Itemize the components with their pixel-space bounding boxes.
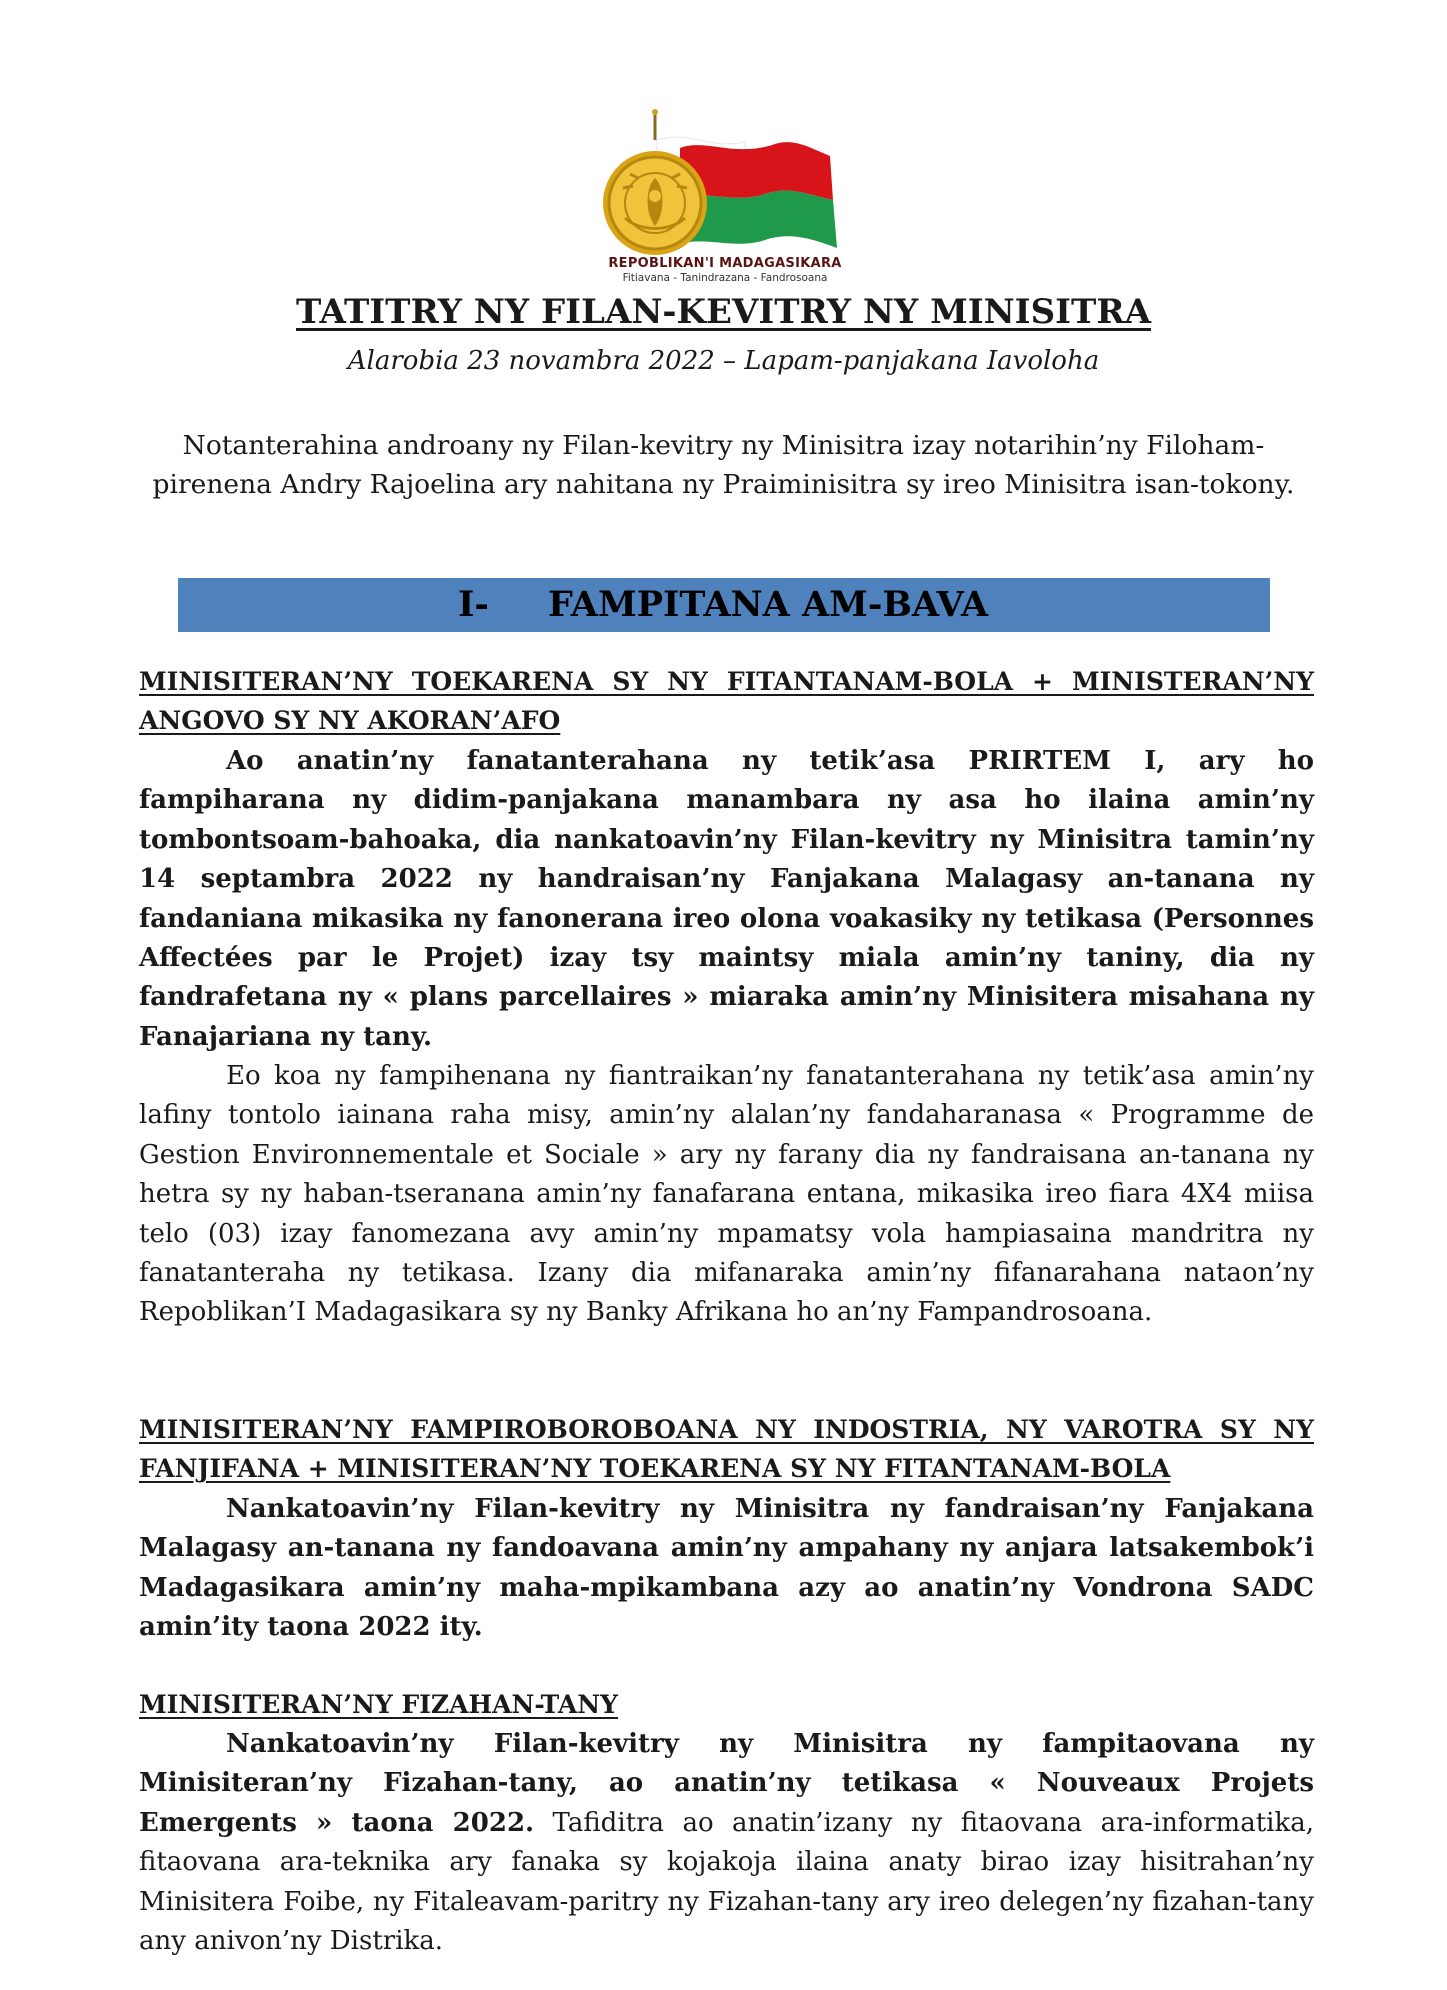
intro-paragraph: Notanterahina androany ny Filan-kevitry ny Minisitra izay notarihin’ny Filoham-pirenena Andry Rajoelina ary nahitana ny Praiminisitra sy ireo Minisitra isan-tokony. bbox=[152, 430, 1295, 500]
section-header-bar bbox=[178, 578, 1270, 632]
ministry-heading-tourism: MINISITERAN’NY FIZAHAN-TANY bbox=[139, 1690, 618, 1719]
body-paragraph-environment: Eo koa ny fampihenana ny fiantraikan’ny fanatanterahana ny tetik’asa amin’ny lafiny tontolo iainana raha misy, amin’ny alalan’ny fandaharanasa « Programme de Gestion Environnementale et Sociale » ary ny farany dia ny fandraisana an-tanana ny hetra sy ny haban-tseranana amin’ny fanafarana entana, mikasika ireo fiara 4X4 miisa telo (03) izay fanomezana avy amin’ny mpamatsy vola hampiasaina mandritra ny fanatanteraha ny tetikasa. Izany dia mifanaraka amin’ny fifanarahana nataon’ny Repoblikan’I Madagasikara sy ny Banky Afrikana ho an’ny Fampandrosoana. bbox=[139, 1061, 1314, 1328]
republic-emblem-logo bbox=[585, 108, 865, 284]
decision-text-bold: Nankatoavin’ny Filan-kevitry ny Minisitra ny fampitaovana ny Minisiteran’ny Fizahan-tany, ao anatin’ny tetikasa « Nouveaux Projets Emergents » taona 2022. bbox=[139, 1729, 1314, 1838]
section-number: I- bbox=[458, 584, 489, 625]
decision-paragraph-prirtem: Ao anatin’ny fanatanterahana ny tetik’asa PRIRTEM I, ary ho fampiharana ny didim-panjakana manambara ny asa ho ilaina amin’ny tombontsoam-bahoaka, dia nankatoavin’ny Filan-kevitry ny Minisitra tamin’ny 14 septambra 2022 ny handraisan’ny Fanjakana Malagasy an-tanana ny fandaniana mikasika ny fanonerana ireo olona voakasiky ny tetikasa (Personnes Affectées par le Projet) izay tsy maintsy miala amin’ny taniny, dia ny fandrafetana ny « plans parcellaires » miaraka amin’ny Minisitera misahana ny Fanajariana ny tany. bbox=[139, 746, 1314, 1052]
decision-text-rest: Tafiditra ao anatin’izany ny fitaovana ara-informatika, fitaovana ara-teknika ary fanaka sy kojakoja ilaina anaty birao izay hisitrahan’ny Minisitera Foibe, ny Fitaleavam-paritry ny Fizahan-tany ary ireo delegen’ny fizahan-tany any anivon’ny Distrika. bbox=[139, 1807, 1315, 1957]
page-title: TATITRY NY FILAN-KEVITRY NY MINISITRA bbox=[296, 292, 1151, 332]
ministry-heading-economy-energy: MINISITERAN’NY TOEKARENA SY NY FITANTANAM-BOLA + MINISTERAN’NY ANGOVO SY NY AKORAN’AFO bbox=[139, 667, 1314, 735]
ministry-heading-industry-economy: MINISITERAN’NY FAMPIROBOROBOANA NY INDOSTRIA, NY VAROTRA SY NY FANJIFANA + MINISITERAN’NY TOEKARENA SY NY FITANTANAM-BOLA bbox=[139, 1415, 1314, 1483]
logo-country-name: REPOBLIKAN'I MADAGASIKARA bbox=[608, 256, 842, 271]
page-subtitle-date-place: Alarobia 23 novambra 2022 – Lapam-panjakana Iavoloha bbox=[347, 346, 1100, 376]
logo-motto: Fitiavana - Tanindrazana - Fandrosoana bbox=[622, 272, 828, 284]
emblem-flag-icon bbox=[585, 108, 865, 258]
section-title: FAMPITANA AM-BAVA bbox=[548, 584, 989, 625]
decision-paragraph-tourism bbox=[139, 1725, 1314, 1961]
decision-paragraph-sadc: Nankatoavin’ny Filan-kevitry ny Minisitra ny fandraisan’ny Fanjakana Malagasy an-tanana ny fandoavana amin’ny ampahany ny anjara latsakembok’i Madagasikara amin’ny maha-mpikambana azy ao anatin’ny Vondrona SADC amin’ity taona 2022 ity. bbox=[139, 1494, 1314, 1643]
